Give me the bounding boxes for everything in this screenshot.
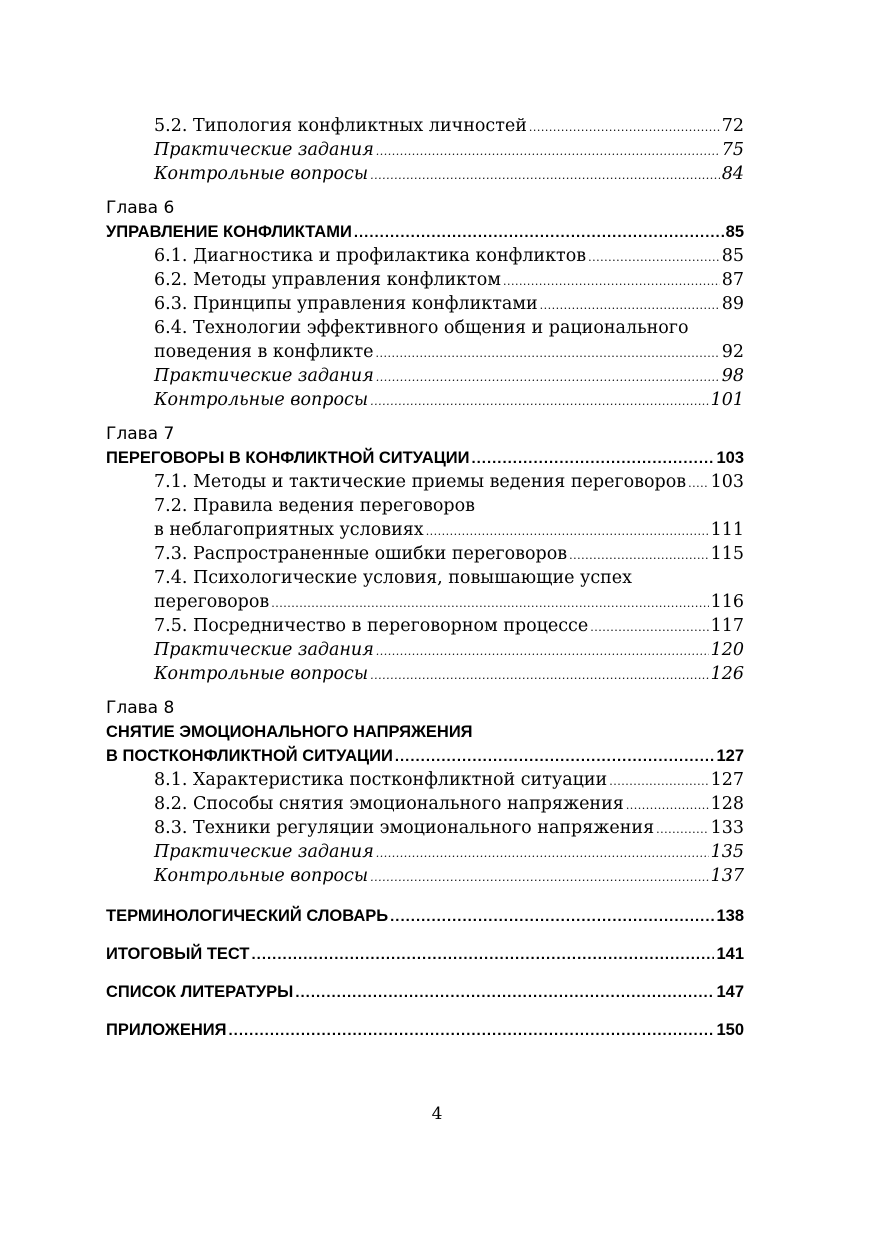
leader-dots [376, 842, 709, 866]
toc-entry [106, 518, 744, 542]
leader-dots [529, 116, 720, 140]
toc-entry [106, 364, 744, 388]
toc-entry-page: 126 [710, 664, 744, 684]
toc-entry-page: 72 [721, 116, 744, 136]
toc-entry-page: 101 [710, 390, 744, 410]
leader-dots [569, 544, 708, 568]
toc-entry-page: 75 [721, 140, 744, 160]
toc-entry-title: 8.3. Техники регуляции эмоционального напряжения [154, 818, 655, 838]
toc-entry-title: в неблагоприятных условиях [154, 520, 424, 540]
leader-dots [390, 905, 714, 929]
toc-entry-page: 117 [710, 616, 744, 636]
toc-entry-title: Контрольные вопросы [154, 866, 369, 886]
toc-entry-page: 103 [710, 472, 744, 492]
toc-entry [106, 138, 744, 162]
toc-entry-title: 7.4. Психологические условия, повышающие успех [154, 568, 633, 588]
toc-entry-title: 7.3. Распространенные ошибки переговоров [154, 544, 568, 564]
toc-entry-title: 8.1. Характеристика постконфликтной ситуации [154, 770, 608, 790]
toc-entry-page: 135 [710, 842, 744, 862]
chapter-title-page: 103 [716, 449, 744, 467]
toc-entry-title: Контрольные вопросы [154, 164, 369, 184]
end-section-entry [106, 942, 744, 966]
toc-entry [106, 292, 744, 316]
chapter-label: Глава 7 [106, 424, 175, 444]
chapter-title-title: УПРАВЛЕНИЕ КОНФЛИКТАМИ [106, 223, 352, 241]
toc-entry [106, 840, 744, 864]
toc-entry [106, 590, 744, 614]
end-section-entry-page: 150 [716, 1021, 744, 1039]
chapter-title-page: 85 [725, 223, 744, 241]
chapter-title-page: 127 [716, 747, 744, 765]
toc-entry [106, 268, 744, 292]
toc-entry-title: Практические задания [154, 366, 374, 386]
leader-dots [609, 770, 708, 794]
toc-entry-title: 5.2. Типология конфликтных личностей [154, 116, 527, 136]
toc-entry-page: 85 [721, 246, 744, 266]
leader-dots [503, 270, 720, 294]
chapter-title [106, 720, 744, 744]
end-section-entry-page: 141 [716, 945, 744, 963]
toc-entry-page: 137 [710, 866, 744, 886]
toc-entry [106, 162, 744, 186]
toc-entry-page: 89 [721, 294, 744, 314]
leader-dots [271, 592, 708, 616]
toc-entry-title: Практические задания [154, 842, 374, 862]
end-section-entry [106, 980, 744, 1004]
toc-entry-title: переговоров [154, 592, 270, 612]
toc-entry-title: Контрольные вопросы [154, 390, 369, 410]
leader-dots [426, 520, 709, 544]
end-section-entry-title: ТЕРМИНОЛОГИЧЕСКИЙ СЛОВАРЬ [106, 907, 389, 925]
toc-entry-title: 7.5. Посредничество в переговорном процессе [154, 616, 589, 636]
table-of-contents [106, 114, 744, 1042]
chapter-title [106, 744, 744, 768]
end-section-entry [106, 904, 744, 928]
end-section-entry [106, 1018, 744, 1042]
end-section-entry-title: СПИСОК ЛИТЕРАТУРЫ [106, 983, 294, 1001]
leader-dots [588, 246, 720, 270]
leader-dots [376, 640, 709, 664]
chapter-title-title: СНЯТИЕ ЭМОЦИОНАЛЬНОГО НАПРЯЖЕНИЯ [106, 723, 473, 741]
end-section [106, 980, 744, 1004]
toc-entry-title: поведения в конфликте [154, 342, 374, 362]
toc-entry [106, 792, 744, 816]
leader-dots [295, 981, 714, 1005]
toc-entry-page: 115 [710, 544, 744, 564]
toc-entry-title: 6.2. Методы управления конфликтом [154, 270, 501, 290]
end-section [106, 1018, 744, 1042]
toc-entry [106, 614, 744, 638]
toc-entry-page: 128 [710, 794, 744, 814]
chapter-title [106, 446, 744, 470]
chapter-label: Глава 8 [106, 698, 175, 718]
toc-entry-title: 6.4. Технологии эффективного общения и рационального [154, 318, 689, 338]
leader-dots [370, 664, 709, 688]
toc-entry-title: 8.2. Способы снятия эмоционального напряжения [154, 794, 624, 814]
page-number: 4 [431, 1104, 443, 1124]
toc-entry [106, 638, 744, 662]
leader-dots [370, 390, 709, 414]
toc-entry [106, 470, 744, 494]
leader-dots [590, 616, 708, 640]
toc-entry [106, 244, 744, 268]
toc-entry [106, 566, 744, 590]
leader-dots [228, 1019, 714, 1043]
toc-entry [106, 542, 744, 566]
chapter-title-title: В ПОСТКОНФЛИКТНОЙ СИТУАЦИИ [106, 747, 393, 765]
toc-entry-page: 87 [721, 270, 744, 290]
toc-entry [106, 864, 744, 888]
toc-entry-title: 6.1. Диагностика и профилактика конфликтов [154, 246, 587, 266]
leader-dots [540, 294, 720, 318]
leader-dots [626, 794, 709, 818]
toc-entry-page: 98 [721, 366, 744, 386]
leader-dots [471, 447, 714, 471]
leader-dots [376, 140, 720, 164]
toc-entry [106, 768, 744, 792]
leader-dots [370, 164, 720, 188]
toc-entry [106, 816, 744, 840]
chapter-title-title: ПЕРЕГОВОРЫ В КОНФЛИКТНОЙ СИТУАЦИИ [106, 449, 470, 467]
toc-entry [106, 494, 744, 518]
toc-entry-title: 6.3. Принципы управления конфликтами [154, 294, 538, 314]
toc-entry-title: 7.2. Правила ведения переговоров [154, 496, 476, 516]
toc-entry-page: 92 [721, 342, 744, 362]
end-section-entry-page: 138 [716, 907, 744, 925]
toc-entry-page: 120 [710, 640, 744, 660]
toc-entry-title: 7.1. Методы и тактические приемы ведения переговоров [154, 472, 687, 492]
leader-dots [375, 342, 719, 366]
leader-dots [252, 943, 715, 967]
toc-entry-page: 111 [710, 520, 744, 540]
leader-dots [354, 221, 724, 245]
toc-entry-page: 127 [710, 770, 744, 790]
leader-dots [370, 866, 709, 890]
end-section-entry-page: 147 [716, 983, 744, 1001]
toc-entry [106, 388, 744, 412]
toc-entry-page: 133 [710, 818, 744, 838]
toc-entry-title: Практические задания [154, 640, 374, 660]
toc-entry-title: Контрольные вопросы [154, 664, 369, 684]
chapter-title [106, 220, 744, 244]
leader-dots [688, 472, 708, 496]
toc-entry [106, 316, 744, 340]
toc-entry-page: 84 [721, 164, 744, 184]
toc-entry-title: Практические задания [154, 140, 374, 160]
chapter-label: Глава 6 [106, 198, 175, 218]
leader-dots [395, 745, 715, 769]
toc-entry-page: 116 [710, 592, 744, 612]
end-section [106, 904, 744, 928]
leader-dots [376, 366, 720, 390]
toc-entry [106, 662, 744, 686]
end-section [106, 942, 744, 966]
end-section-entry-title: ИТОГОВЫЙ ТЕСТ [106, 945, 250, 963]
leader-dots [656, 818, 708, 842]
end-section-entry-title: ПРИЛОЖЕНИЯ [106, 1021, 227, 1039]
toc-entry [106, 340, 744, 364]
toc-entry [106, 114, 744, 138]
